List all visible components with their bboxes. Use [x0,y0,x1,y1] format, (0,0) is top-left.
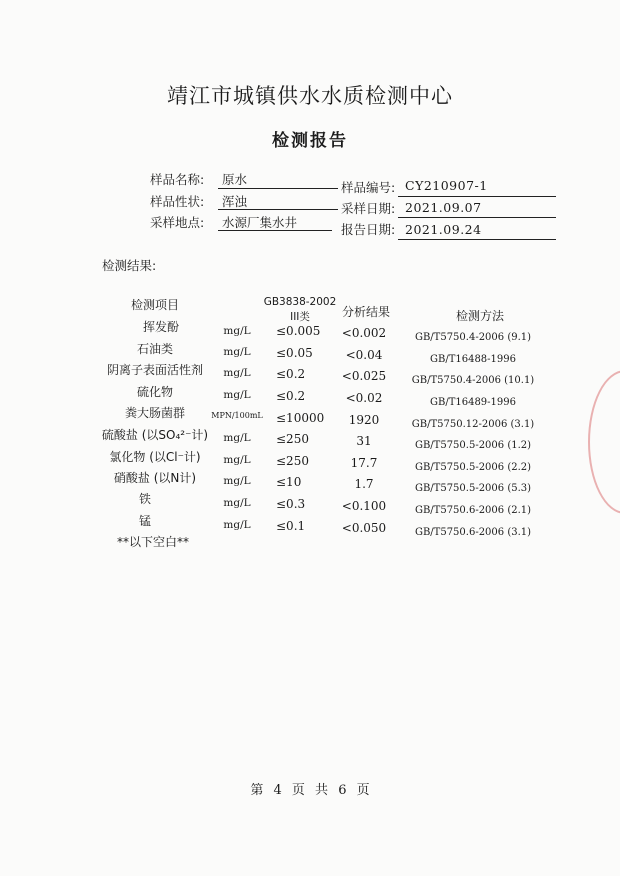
header-standard-line2: III类 [290,311,310,323]
sample-number-label: 样品编号: [341,180,396,195]
sample-number-value: CY210907-1 [405,178,488,193]
row-result: <0.02 [345,391,383,405]
header-result: 分析结果 [341,305,390,319]
row-item: 粪大肠菌群 [124,406,185,420]
row-method: GB/T16489-1996 [429,397,516,408]
header-item: 检测项目 [130,298,179,312]
row-result: <0.002 [341,326,387,340]
row-result: <0.04 [345,348,383,362]
sampling-location-label: 采样地点: [150,215,205,230]
row-limit: ≤0.1 [276,519,306,533]
row-unit: mg/L [223,389,251,401]
row-item: 硝酸盐 (以N计) [113,471,197,485]
row-method: GB/T5750.5-2006 (1.2) [414,440,532,451]
row-unit: mg/L [223,432,251,444]
row-unit: mg/L [223,325,251,337]
row-result: 17.7 [350,456,378,470]
row-item: 硫化物 [136,385,173,399]
sample-nature-label: 样品性状: [150,194,205,209]
sampling-location-underline [218,230,332,231]
sample-nature-value: 浑浊 [222,194,248,209]
row-unit: MPN/100mL [211,411,263,420]
row-result: <0.050 [341,521,387,535]
page-number: 第 4 页 共 6 页 [250,783,370,798]
row-unit: mg/L [223,519,251,531]
row-unit: mg/L [223,475,251,487]
row-item: 氯化物 (以Cl⁻计) [109,450,201,464]
header-standard-line1: GB3838-2002 [263,296,337,308]
row-item: 铁 [138,492,151,506]
end-note: **以下空白** [117,535,190,549]
row-method: GB/T5750.6-2006 (2.1) [414,505,532,516]
row-limit: ≤250 [276,432,309,446]
sampling-date-label: 采样日期: [341,201,396,216]
report-date-label: 报告日期: [341,222,396,237]
row-result: 1920 [348,413,380,427]
official-stamp [588,370,620,514]
sample-number-underline [398,196,556,197]
row-item: 阴离子表面活性剂 [106,363,203,377]
header-method: 检测方法 [455,309,504,323]
row-limit: ≤10000 [276,411,325,425]
sample-nature-underline [218,209,338,210]
sampling-location-value: 水源厂集水井 [222,215,298,230]
row-limit: ≤0.2 [276,389,306,403]
sample-name-underline [218,188,338,189]
results-label: 检测结果: [102,258,157,273]
row-method: GB/T5750.5-2006 (5.3) [414,483,532,494]
report-title: 检测报告 [272,131,348,151]
row-item: 锰 [138,514,151,528]
row-method: GB/T5750.5-2006 (2.2) [414,462,532,473]
row-limit: ≤0.3 [276,497,306,511]
row-limit: ≤10 [276,475,302,489]
row-method: GB/T5750.4-2006 (10.1) [411,375,535,386]
row-item: 石油类 [136,342,173,356]
sampling-date-value: 2021.09.07 [405,200,482,215]
row-unit: mg/L [223,346,251,358]
row-method: GB/T16488-1996 [429,354,516,365]
report-date-underline [398,239,556,240]
row-item: 挥发酚 [142,320,179,334]
row-method: GB/T5750.6-2006 (3.1) [414,527,532,538]
row-unit: mg/L [223,497,251,509]
sample-name-value: 原水 [222,172,248,187]
row-limit: ≤0.005 [276,324,321,338]
row-result: 31 [356,434,372,448]
sample-name-label: 样品名称: [150,172,205,187]
row-limit: ≤0.2 [276,367,306,381]
row-result: 1.7 [354,477,374,491]
row-item: 硫酸盐 (以SO₄²⁻计) [101,428,209,442]
organization-title: 靖江市城镇供水水质检测中心 [167,84,453,108]
row-limit: ≤250 [276,454,309,468]
report-date-value: 2021.09.24 [405,222,482,237]
row-method: GB/T5750.4-2006 (9.1) [414,332,532,343]
row-unit: mg/L [223,367,251,379]
row-result: <0.100 [341,499,387,513]
row-result: <0.025 [341,369,387,383]
row-limit: ≤0.05 [276,346,313,360]
row-unit: mg/L [223,454,251,466]
sampling-date-underline [398,217,556,218]
row-method: GB/T5750.12-2006 (3.1) [411,419,535,430]
